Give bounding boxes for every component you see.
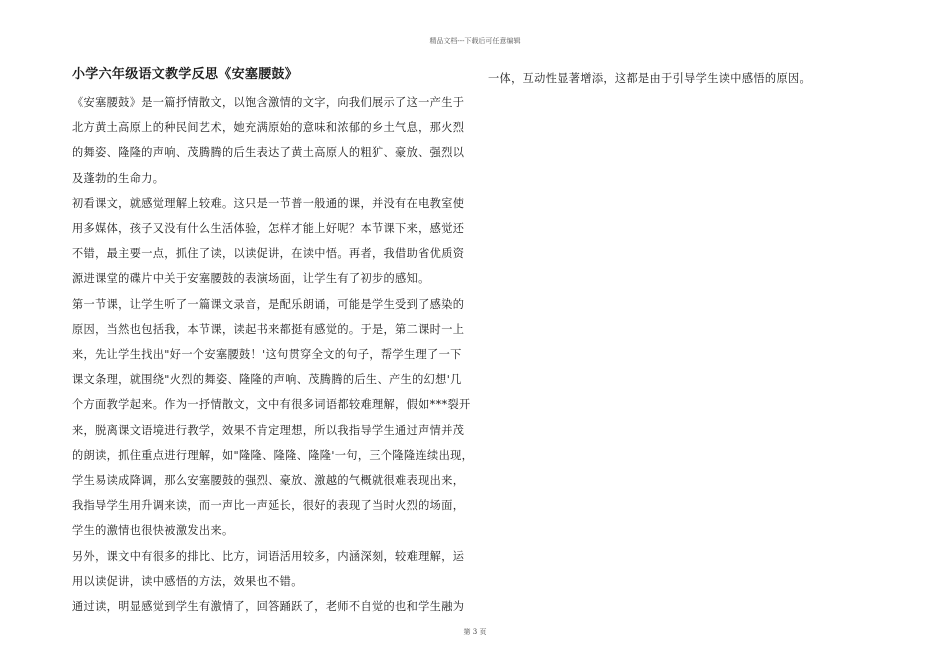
text-line: 通过读，明显感觉到学生有激情了，回答踊跃了，老师不自觉的也和学生融为 [72, 600, 465, 614]
text-line: 源进课堂的碟片中关于安塞腰鼓的表演场面，让学生有了初步的感知。 [72, 272, 430, 286]
paragraph [72, 544, 472, 594]
document-title: 小学六年级语文教学反思《安塞腰鼓》 [72, 67, 299, 82]
text-line: 我指导学生用升调来读，而一声比一声延长，很好的表现了当时火烈的场面， [72, 499, 465, 513]
left-column [72, 66, 472, 619]
paragraph [72, 594, 472, 619]
text-line: 及蓬勃的生命力。 [72, 171, 165, 185]
text-line: 来，脱离课文语境进行教学，效果不肯定理想，所以我指导学生通过声情并茂 [72, 423, 465, 437]
page-header: 精品文档---下载后可任意编辑 [429, 37, 521, 45]
text-line: 《安塞腰鼓》是一篇抒情散文，以饱含激情的文字，向我们展示了这一产生于 [72, 96, 465, 109]
text-line: 一体，互动性显著增添，这都是由于引导学生读中感悟的原因。 [488, 72, 812, 85]
text-line: 个方面教学起来。作为一抒情散文，文中有很多词语都较难理解，假如***裂开 [72, 398, 471, 412]
text-line: 学生易读成降调，那么安塞腰鼓的强烈、豪放、激越的气概就很难表现出来， [72, 474, 465, 488]
text-line: 初看课文，就感觉理解上较难。这只是一节普一般通的课，并没有在电教室使 [72, 196, 465, 210]
text-line: 学生的激情也很快被激发出来。 [72, 524, 234, 538]
text-line: 的舞姿、隆隆的声响、茂腾腾的后生表达了黄土高原人的粗犷、豪放、强烈以 [72, 146, 465, 160]
text-line: 第一节课，让学生听了一篇课文录音，是配乐朗诵，可能是学生受到了感染的 [72, 297, 465, 311]
text-line: 另外，课文中有很多的排比、比方，词语活用较多，内涵深刻，较难理解，运 [72, 549, 465, 563]
text-line: 的朗读，抓住重点进行理解，如"隆隆、隆隆、隆隆'一句，三个隆隆连续出现， [72, 448, 474, 462]
paragraph [72, 191, 472, 292]
text-line: 用多媒体，孩子又没有什么生活体验，怎样才能上好呢？本节课下来，感觉还 [72, 222, 465, 236]
paragraph [72, 292, 472, 544]
text-line: 来，先让学生找出"好一个安塞腰鼓！'这句贯穿全文的句子，帮学生理了一下 [72, 348, 462, 362]
page-number: 第 3 页 [463, 628, 487, 636]
text-line: 原因，当然也包括我，本节课，读起书来都挺有感觉的。于是，第二课时一上 [72, 322, 465, 336]
right-column [488, 66, 888, 91]
text-line: 北方黄土高原上的种民间艺术，她充满原始的意味和浓郁的乡土气息，那火烈 [72, 121, 465, 135]
text-line: 不错，最主要一点，抓住了读，以读促讲，在读中悟。再者，我借助省优质资 [72, 247, 465, 261]
text-line: 用以读促讲，读中感悟的方法，效果也不错。 [72, 574, 303, 588]
text-line: 课文条理，就围绕"火烈的舞姿、隆隆的声响、茂腾腾的后生、产生的幻想'几 [72, 373, 462, 387]
paragraph [488, 66, 888, 91]
paragraph [72, 90, 472, 191]
